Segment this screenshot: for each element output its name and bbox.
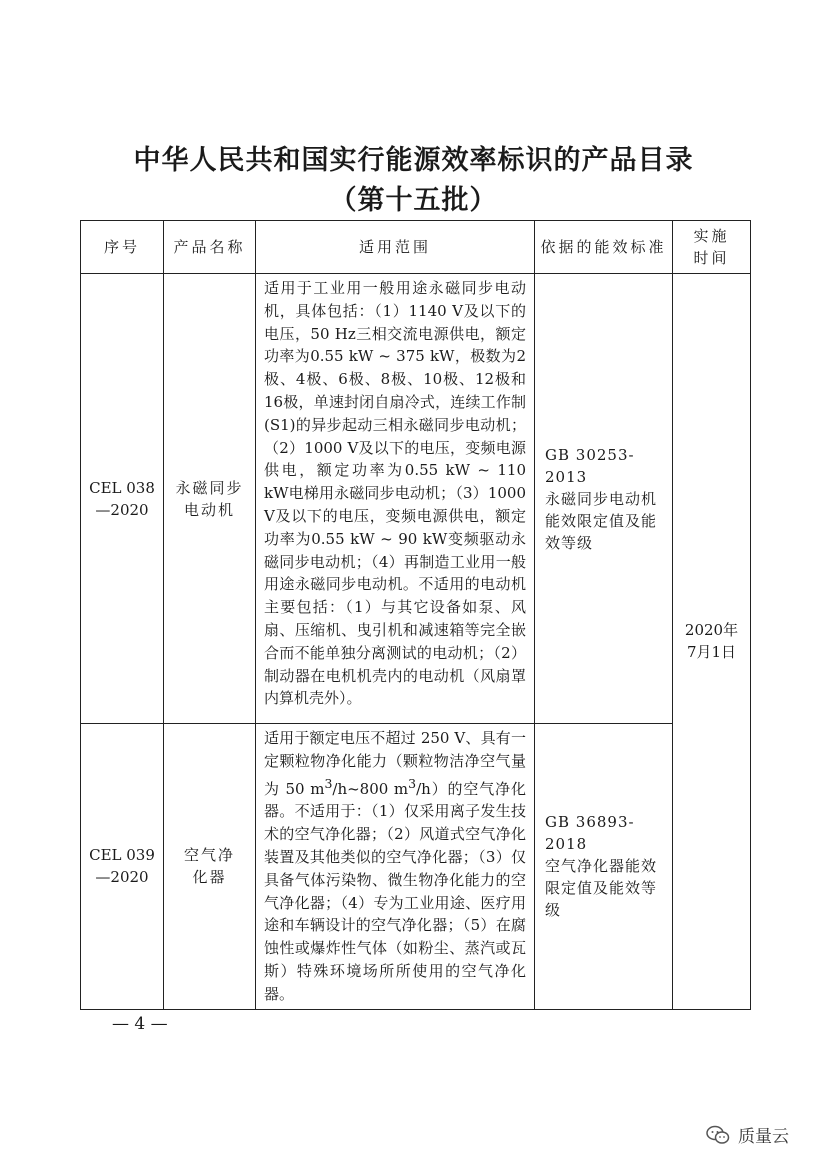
header-date-line1: 实施 — [693, 227, 730, 245]
header-product-name: 产品名称 — [164, 221, 256, 274]
header-date-line2: 时间 — [693, 249, 730, 267]
date-line1: 2020年 — [684, 621, 739, 640]
scope-part-b: /h~800 m — [332, 779, 409, 798]
standard-code: GB 30253-2013 — [545, 445, 635, 486]
serial-line2: —2020 — [95, 500, 149, 519]
wechat-icon — [706, 1125, 730, 1145]
scope-superscript-2: 3 — [408, 775, 417, 791]
serial-line2: —2020 — [95, 868, 149, 887]
header-serial-number: 序号 — [81, 221, 164, 274]
header-effective-date — [673, 221, 751, 274]
date-line2: 7月1日 — [686, 643, 737, 662]
row-scope: 适用于工业用一般用途永磁同步电动机，具体包括：（1）1140 V及以下的电压，50 Hz三相交流电源供电，额定功率为0.55 kW ~ 375 kW，极数为2极、4极、6极、8极、10极、12极和16极，单速封闭自扇冷式，连续工作制(S1)的异步起动三相永磁同步电动机；（2）1000 V及以下的电压，变频电源供电，额定功率为0.55 kW ~ 110 kW电梯用永磁同步电动机；（3）1000 V及以下的电压，变频电源供电，额定功率为0.55 kW ~ 90 kW变频驱动永磁同步电动机；（4）再制造工业用一般用途永磁同步电动机。不适用的电动机主要包括：（1）与其它设备如泵、风扇、压缩机、曳引机和减速箱等完全嵌合而不能单独分离测试的电动机；（2）制动器在电机机壳内的电动机（风扇罩内算机壳外）。 — [256, 274, 535, 724]
name-line2: 化器 — [192, 868, 227, 887]
standard-code: GB 36893-2018 — [545, 813, 635, 854]
serial-line1: CEL 039 — [89, 846, 155, 865]
row-scope — [256, 724, 535, 1010]
name-line1: 永磁同步 — [175, 478, 244, 497]
watermark — [706, 1122, 789, 1147]
product-catalog-table — [80, 220, 751, 1010]
row-product-name — [164, 724, 256, 1010]
table-row — [81, 724, 751, 1010]
header-standard: 依据的能效标准 — [535, 221, 673, 274]
document-title: 中华人民共和国实行能源效率标识的产品目录 — [133, 145, 694, 176]
scope-part-c: /h）的空气净化器。不适用于：（1）仅采用离子发生技术的空气净化器；（2）风道式空气净化装置及其他类似的空气净化器；（3）仅具备气体污染物、微生物净化能力的空气净化器；（4）专为工业用途、医疗用途和车辆设计的空气净化器；（5）在腐蚀性或爆炸性气体（如粉尘、蒸汽或瓦斯）特殊环境场所所使用的空气净化器。 — [264, 779, 527, 1003]
table-header-row — [81, 221, 751, 274]
row-serial-number — [81, 724, 164, 1010]
row-product-name — [164, 274, 256, 724]
name-line1: 空气净 — [183, 846, 235, 865]
table-row — [81, 274, 751, 724]
page-number: — 4 — — [112, 1014, 168, 1034]
scope-part-a: 适用于额定电压不超过 250 V、具有一定颗粒物净化能力（颗粒物洁净空气量为 50 m — [264, 729, 526, 798]
standard-name: 永磁同步电动机能效限定值及能效等级 — [545, 489, 658, 552]
watermark-text: 质量云 — [738, 1127, 789, 1147]
standard-name: 空气净化器能效限定值及能效等级 — [545, 857, 658, 920]
document-subtitle: （第十五批） — [329, 185, 498, 216]
scope-superscript-1: 3 — [324, 775, 333, 791]
header-scope: 适用范围 — [256, 221, 535, 274]
row-standard — [535, 274, 673, 724]
row-standard — [535, 724, 673, 1010]
serial-line1: CEL 038 — [89, 478, 155, 497]
effective-date-cell — [673, 274, 751, 1010]
name-line2: 电动机 — [183, 500, 235, 519]
row-serial-number — [81, 274, 164, 724]
